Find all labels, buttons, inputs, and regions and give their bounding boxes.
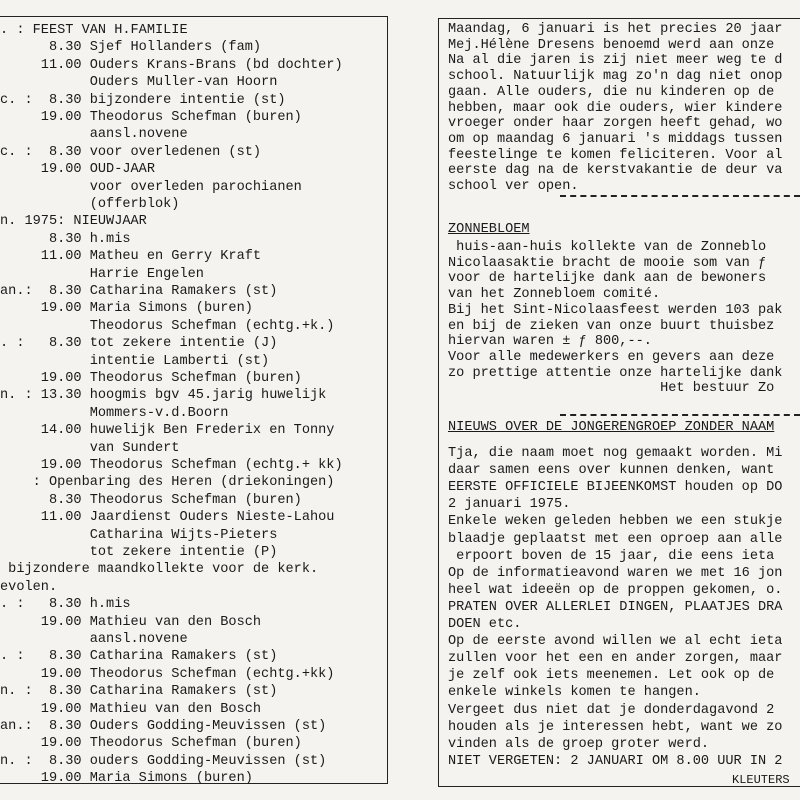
- text-line: 19.00 Theodorus Schefman (buren): [0, 736, 302, 752]
- text-line: (offerblok): [0, 197, 180, 212]
- text-line: Tja, die naam moet nog gemaakt worden. Mi: [448, 446, 783, 461]
- text-line: 2 januari 1975.: [448, 497, 571, 513]
- right-top-rule: [438, 18, 800, 19]
- mass-schedule-page: [0, 0, 392, 800]
- text-line: Mej.Hélène Dresens benoemd werd aan onze: [448, 37, 775, 53]
- text-line: Vergeet dus niet dat je donderdagavond 2: [448, 702, 775, 718]
- text-line: 19.00 Maria Simons (buren): [0, 301, 253, 317]
- text-line: c. : 8.30 bijzondere intentie (st): [0, 92, 286, 108]
- text-line: . : 8.30 Catharina Ramakers (st): [0, 649, 278, 665]
- text-line: evolen.: [0, 579, 58, 595]
- zonnebloem-heading: ZONNEBLOEM: [448, 222, 530, 237]
- text-line: school. Natuurlijk mag zo'n dag niet onop: [448, 69, 783, 85]
- text-line: daar samen eens over kunnen denken, want: [448, 463, 775, 479]
- text-line: en bij de zieken van onze buurt thuisbez: [448, 318, 775, 334]
- text-line: 11.00 Jaardienst Ouders Nieste-Lahou: [0, 510, 335, 526]
- text-line: n. : 8.30 Catharina Ramakers (st): [0, 684, 278, 700]
- text-line: enkele winkels komen te hangen.: [448, 685, 701, 701]
- text-line: van Sundert: [0, 440, 180, 456]
- text-line: Na al die jaren is zij niet meer weg te d: [448, 53, 783, 69]
- text-line: n. : 13.30 hoogmis bgv 45.jarig huwelijk: [0, 388, 327, 404]
- text-line: blaadje geplaatst met een oproep aan alle: [448, 531, 783, 547]
- text-line: Bij het Sint-Nicolaasfeest werden 103 pak: [448, 302, 783, 318]
- text-line: om op maandag 6 januari 's middags tussen: [448, 131, 783, 147]
- text-line: Op de informatieavond waren we met 16 jon: [448, 565, 783, 581]
- text-line: voor de hartelijke dank aan de bewoners: [448, 271, 767, 287]
- text-line: school ver open.: [448, 179, 579, 194]
- text-line: eerste dag na de kerstvakantie de deur va: [448, 163, 783, 179]
- footer-word: KLEUTERS: [732, 773, 790, 787]
- text-line: n. : 8.30 ouders Godding-Meuvissen (st): [0, 753, 327, 769]
- text-line: 19.00 Mathieu van den Bosch: [0, 701, 262, 717]
- text-line: houden als je interessen hebt, want we zo: [448, 719, 783, 735]
- text-line: 11.00 Matheu en Gerry Kraft: [0, 249, 262, 265]
- text-line: zo prettige attentie onze hartelijke dank: [448, 365, 783, 381]
- right-left-rule: [438, 18, 439, 786]
- section-divider: [560, 414, 800, 416]
- text-line: vinden als de groep groter werd.: [448, 736, 710, 752]
- text-line: Voor alle medewerkers en gevers aan deze: [448, 349, 775, 365]
- text-line: je zelf ook iets meenemen. Let ook op de: [448, 668, 775, 684]
- text-line: : Openbaring des Heren (driekoningen): [0, 475, 335, 491]
- text-line: Maandag, 6 januari is het precies 20 jaar: [448, 22, 783, 37]
- text-line: erpoort boven de 15 jaar, die eens ieta: [448, 548, 775, 564]
- text-line: intentie Lamberti (st): [0, 353, 270, 369]
- text-line: 19.00 Theodorus Schefman (buren): [0, 371, 302, 386]
- text-line: 19.00 Mathieu van den Bosch: [0, 614, 262, 630]
- text-line: gaan. Alle ouders, die nu kinderen op de: [448, 84, 775, 100]
- text-line: 11.00 Ouders Krans-Brans (bd dochter): [0, 57, 343, 73]
- text-line: bijzondere maandkollekte voor de kerk.: [0, 562, 319, 578]
- text-line: 19.00 Theodorus Schefman (echtg.+kk): [0, 666, 335, 682]
- text-line: 8.30 Theodorus Schefman (buren): [0, 492, 302, 508]
- text-line: 14.00 huwelijk Ben Frederix en Tonny: [0, 423, 335, 439]
- text-line: van het Zonnebloem comité.: [448, 287, 661, 303]
- text-line: 8.30 Sjef Hollanders (fam): [0, 40, 262, 56]
- text-line: Enkele weken geleden hebben we een stukje: [448, 514, 783, 530]
- text-line: EERSTE OFFICIELE BIJEENKOMST houden op DO: [448, 480, 783, 496]
- text-line: 19.00 Theodorus Schefman (echtg.+ kk): [0, 458, 343, 473]
- text-line: . : FEEST VAN H.FAMILIE: [0, 23, 188, 38]
- text-line: n. 1975: NIEUWJAAR: [0, 214, 147, 230]
- text-line: c. : 8.30 voor overledenen (st): [0, 144, 262, 160]
- text-line: vroeger onder haar zorgen heeft gehad, wo: [448, 116, 783, 132]
- text-line: voor overleden parochianen: [0, 179, 302, 195]
- text-line: Het bestuur Zo: [448, 381, 775, 397]
- section-divider: [560, 195, 800, 197]
- newsletter-page: [432, 0, 800, 800]
- text-line: huis-aan-huis kollekte van de Zonneblo: [448, 240, 767, 255]
- text-line: hebben, maar ook die ouders, wier kindere: [448, 100, 783, 116]
- text-line: DOEN etc.: [448, 617, 522, 632]
- text-line: NIET VERGETEN: 2 JANUARI OM 8.00 UUR IN 2: [448, 753, 783, 769]
- text-line: 19.00 Maria Simons (buren): [0, 771, 253, 787]
- text-line: Catharina Wijts-Pieters: [0, 527, 278, 543]
- text-line: an.: 8.30 Ouders Godding-Meuvissen (st): [0, 719, 327, 734]
- text-line: Op de eerste avond willen we al echt ieta: [448, 634, 783, 650]
- jongeren-heading: NIEUWS OVER DE JONGERENGROEP ZONDER NAAM: [448, 420, 775, 435]
- text-line: hiervan waren ± ƒ 800,--.: [448, 334, 652, 350]
- text-line: 19.00 Theodorus Schefman (buren): [0, 110, 302, 125]
- text-line: Harrie Engelen: [0, 266, 204, 282]
- text-line: . : 8.30 h.mis: [0, 597, 131, 613]
- text-line: feestelinge te komen feliciteren. Voor al: [448, 147, 783, 163]
- text-line: Ouders Muller-van Hoorn: [0, 75, 278, 91]
- text-line: Nicolaasaktie bracht de mooie som van ƒ: [448, 255, 767, 271]
- text-line: an.: 8.30 Catharina Ramakers (st): [0, 284, 278, 299]
- text-line: 19.00 OUD-JAAR: [0, 162, 155, 178]
- text-line: . : 8.30 tot zekere intentie (J): [0, 336, 278, 352]
- text-line: 8.30 h.mis: [0, 231, 131, 247]
- text-line: zullen voor het een en ander zorgen, maar: [448, 651, 783, 667]
- text-line: PRATEN OVER ALLERLEI DINGEN, PLAATJES DRA: [448, 599, 783, 615]
- text-line: tot zekere intentie (P): [0, 545, 278, 560]
- text-line: aansl.novene: [0, 632, 188, 647]
- text-line: heel wat ideeën op de proppen gekomen, o.: [448, 582, 783, 598]
- text-line: Theodorus Schefman (echtg.+k.): [0, 318, 335, 334]
- text-line: Mommers-v.d.Boorn: [0, 405, 229, 421]
- text-line: aansl.novene: [0, 127, 188, 143]
- left-top-rule: [0, 16, 388, 17]
- left-right-rule: [387, 16, 388, 783]
